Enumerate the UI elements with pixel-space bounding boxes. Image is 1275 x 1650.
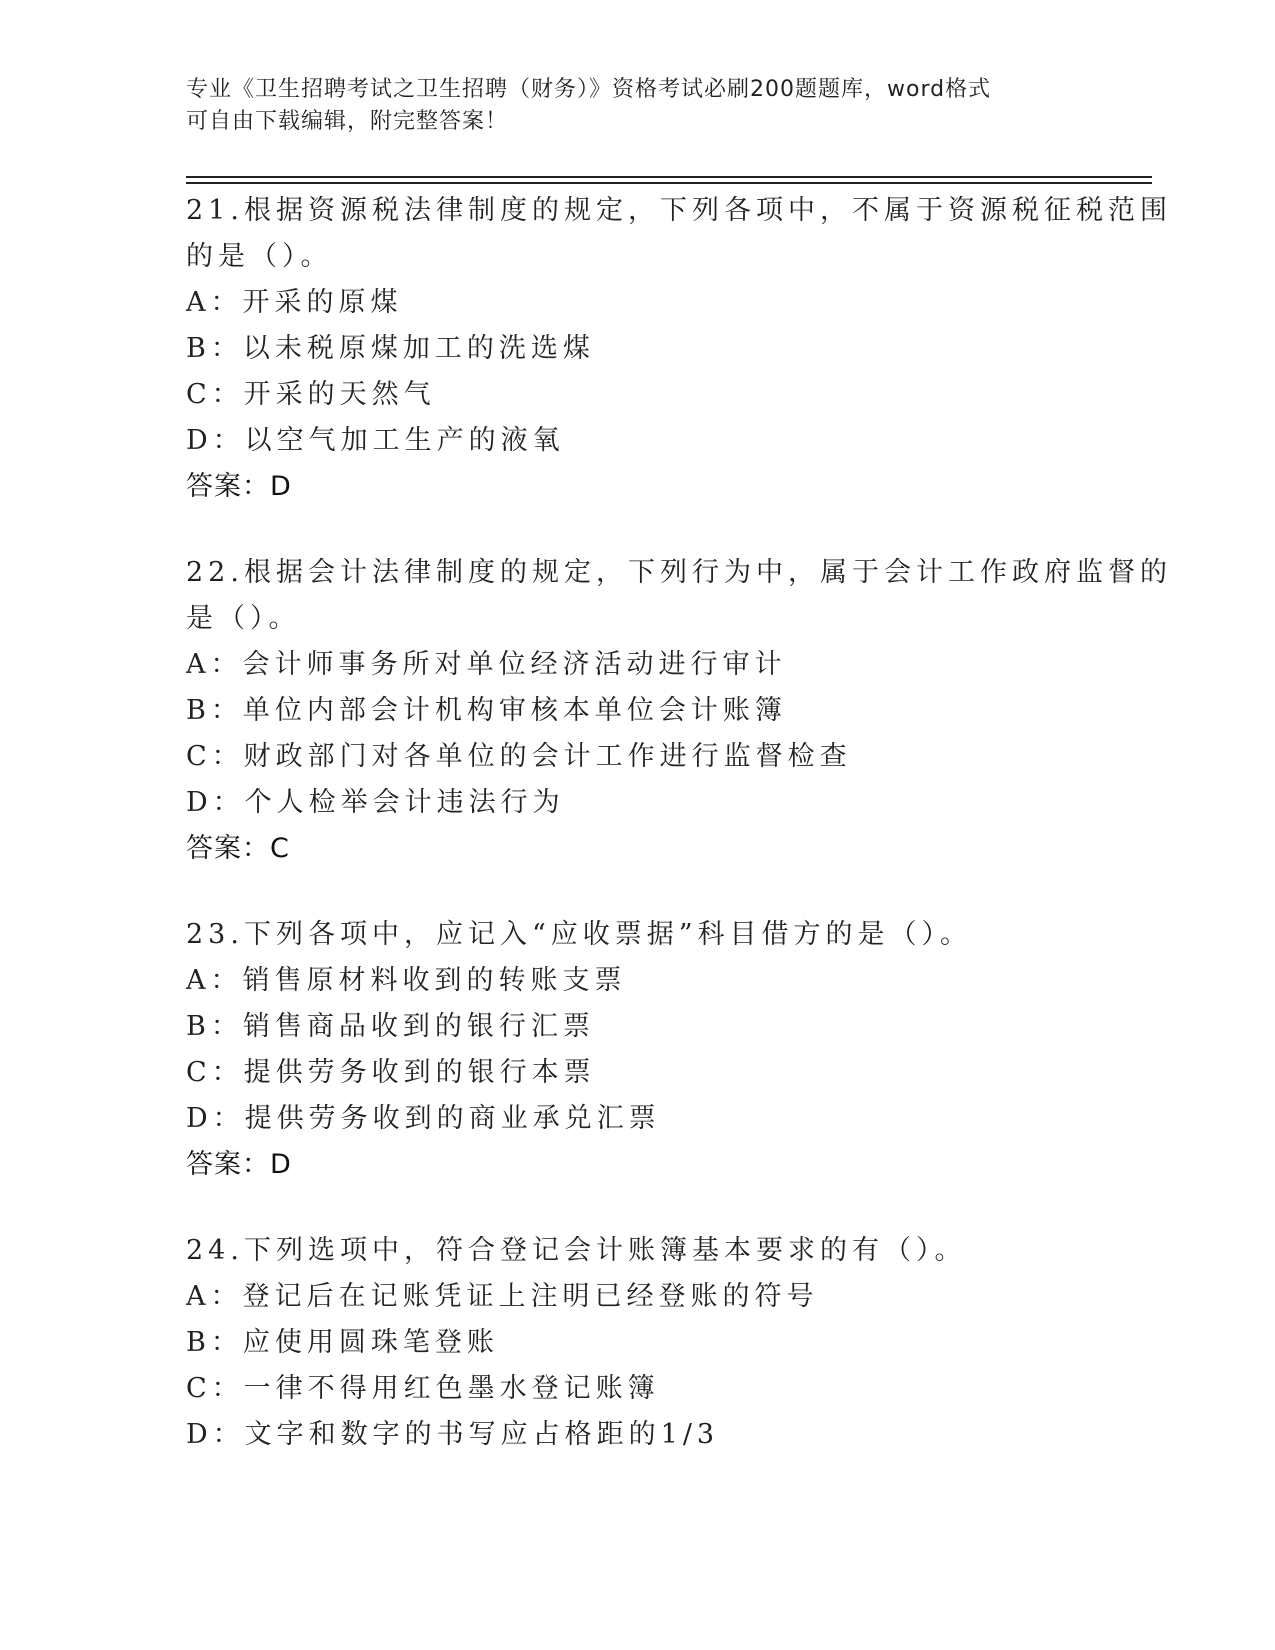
option-d: D：个人检举会计违法行为 <box>186 787 565 818</box>
question-22 <box>186 550 1172 872</box>
answer: 答案：C <box>186 833 290 864</box>
question-24 <box>186 1228 1086 1458</box>
option-c: C：提供劳务收到的银行本票 <box>186 1057 596 1088</box>
option-a: A：会计师事务所对单位经济活动进行审计 <box>186 649 787 680</box>
option-c: C：财政部门对各单位的会计工作进行监督检查 <box>186 741 852 772</box>
answer: 答案：D <box>186 471 292 502</box>
header-line-2: 可自由下载编辑，附完整答案！ <box>186 109 509 134</box>
question-text: 21.根据资源税法律制度的规定，下列各项中，不属于资源税征税范围 <box>186 195 1172 226</box>
option-d: D：文字和数字的书写应占格距的1/3 <box>186 1419 720 1450</box>
header-line-1: 专业《卫生招聘考试之卫生招聘（财务）》资格考试必刷200题题库，word格式 <box>186 77 992 102</box>
option-a: A：登记后在记账凭证上注明已经登账的符号 <box>186 1281 819 1312</box>
header-divider-bottom <box>186 182 1152 184</box>
option-c: C：开采的天然气 <box>186 379 436 410</box>
answer: 答案：D <box>186 1149 292 1180</box>
option-a: A：销售原材料收到的转账支票 <box>186 965 627 996</box>
header-divider-top <box>186 176 1152 178</box>
option-b: B：销售商品收到的银行汇票 <box>186 1011 595 1042</box>
option-b: B：应使用圆珠笔登账 <box>186 1327 499 1358</box>
question-21 <box>186 188 1172 510</box>
question-23 <box>186 912 1086 1188</box>
question-text: 的是（）。 <box>186 241 333 272</box>
option-a: A：开采的原煤 <box>186 287 403 318</box>
question-text: 是（）。 <box>186 603 301 634</box>
option-d: D：提供劳务收到的商业承兑汇票 <box>186 1103 661 1134</box>
document-header <box>186 74 1066 138</box>
option-c: C：一律不得用红色墨水登记账簿 <box>186 1373 660 1404</box>
option-b: B：单位内部会计机构审核本单位会计账簿 <box>186 695 787 726</box>
question-text: 22.根据会计法律制度的规定，下列行为中，属于会计工作政府监督的 <box>186 557 1172 588</box>
question-text: 23.下列各项中，应记入“应收票据”科目借方的是（）。 <box>186 919 973 950</box>
question-list <box>186 188 1172 1498</box>
question-text: 24.下列选项中，符合登记会计账簿基本要求的有（）。 <box>186 1235 967 1266</box>
option-d: D：以空气加工生产的液氧 <box>186 425 565 456</box>
option-b: B：以未税原煤加工的洗选煤 <box>186 333 595 364</box>
